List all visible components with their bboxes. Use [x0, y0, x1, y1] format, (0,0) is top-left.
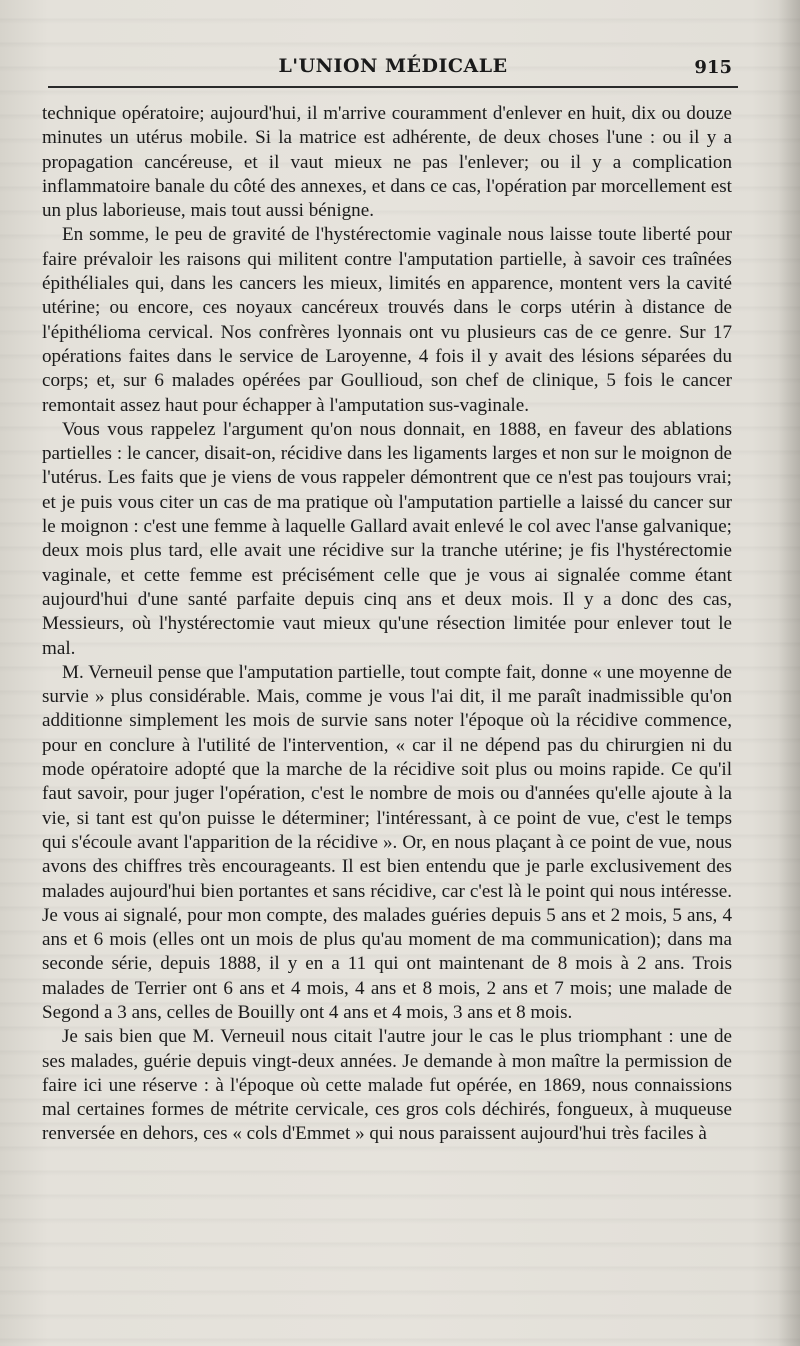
page-edge-shadow: [778, 0, 800, 1346]
paragraph-partial-ablation-argument: Vous vous rappelez l'argument qu'on nous donnait, en 1888, en faveur des ablations partielles : le cancer, disait-on, récidive dans les ligaments larges et non sur le moignon de l'utérus. Les faits que je viens de vous rappeler démontrent que ce n'est pas toujours vrai; et je puis vous citer un cas de ma pratique où l'amputation partielle a laissé du cancer sur le moignon : c'est une femme à laquelle Gallard avait enlevé le col avec l'anse galvanique; deux mois plus tard, elle avait une récidive sur la tranche utérine; je fis l'hystérectomie vaginale, et cette femme est précisément celle que je vous ai signalée comme étant aujourd'hui d'une santé parfaite depuis cinq ans et deux mois. Il y a donc des cas, Messieurs, où l'hystérectomie vaut mieux qu'une résection limitée pour enlever tout le mal.: [42, 418, 732, 659]
running-title: L'UNION MÉDICALE: [278, 55, 508, 77]
paragraph-hysterectomy-gravity: En somme, le peu de gravité de l'hystérectomie vaginale nous laisse toute liberté pour faire prévaloir les raisons qui militent contre l'amputation partielle, à savoir ces traînées épithéliales qui, dans les cancers les mieux, limités en apparence, montent vers la cavité utérine; ou encore, ces noyaux cancéreux trouvés dans le corps utérin à distance de l'épithélioma cervical. Nos confrères lyonnais ont vu plusieurs cas de ce genre. Sur 17 opérations faites dans le service de Laroyenne, 4 fois il y avait des lésions séparées du corps; et, sur 6 malades opérées par Goullioud, son chef de clinique, 5 fois le cancer remontait assez haut pour échapper à l'amputation sus-vaginale.: [42, 224, 732, 416]
running-header: [48, 55, 738, 91]
paragraph-triumphant-case: Je sais bien que M. Verneuil nous citait l'autre jour le cas le plus triomphant : une de ses malades, guérie depuis vingt-deux années. Je demande à mon maître la permission de faire ici une réserve : à l'époque où cette malade fut opérée, en 1869, nous connaissions mal certaines formes de métrite cervicale, ces gros cols déchirés, fongueux, à muqueuse renversée en dehors, ces « cols d'Emmet » qui nous paraissent aujourd'hui très faciles à: [42, 1026, 732, 1145]
paragraph-verneuil-survival: M. Verneuil pense que l'amputation partielle, tout compte fait, donne « une moyenne de survie » plus considérable. Mais, comme je vous l'ai dit, il me paraît inadmissible qu'on additionne simplement les mois de survie sans noter l'époque où la récidive commence, pour en conclure à l'utilité de l'intervention, « car il ne dépend pas du chirurgien ni du mode opératoire adopté que la marche de la récidive soit plus ou moins rapide. Ce qu'il faut savoir, pour juger l'opération, c'est le nombre de mois ou d'années qu'elle ajoute à la vie, si tant est qu'on puisse le déterminer; l'intéressant, à ce point de vue, c'est le temps qui s'écoule avant l'apparition de la récidive ». Or, en nous plaçant à ce point de vue, nous avons des chiffres très encourageants. Il est bien entendu que je parle exclusivement des malades aujourd'hui bien portantes et sans récidive, car c'est là le point qui nous intéresse. Je vous ai signalé, pour mon compte, des malades guéries depuis 5 ans et 2 mois, 5 ans, 4 ans et 6 mois (elles ont un mois de plus qu'au moment de ma communication); dans ma seconde série, depuis 1888, il y en a 11 qui ont maintenant de 8 mois à 2 ans. Trois malades de Terrier ont 6 ans et 4 mois, 4 ans et 8 mois, 2 ans et 7 mois; une malade de Segond a 3 ans, celles de Bouilly ont 4 ans et 4 mois, 3 ans et 8 mois.: [42, 661, 732, 1023]
body-text: [42, 102, 732, 1147]
paragraph-continuation: technique opératoire; aujourd'hui, il m'arrive couramment d'enlever en huit, dix ou douze minutes un utérus mobile. Si la matrice est adhérente, de deux choses l'une : ou il y a propagation cancéreuse, et il vaut mieux ne pas l'enlever; ou il y a complication inflammatoire banale du côté des annexes, et dans ce cas, l'opération par morcellement est un plus laborieuse, mais tout aussi bénigne.: [42, 103, 732, 222]
page-number: 915: [694, 57, 732, 78]
header-rule: [48, 86, 738, 88]
